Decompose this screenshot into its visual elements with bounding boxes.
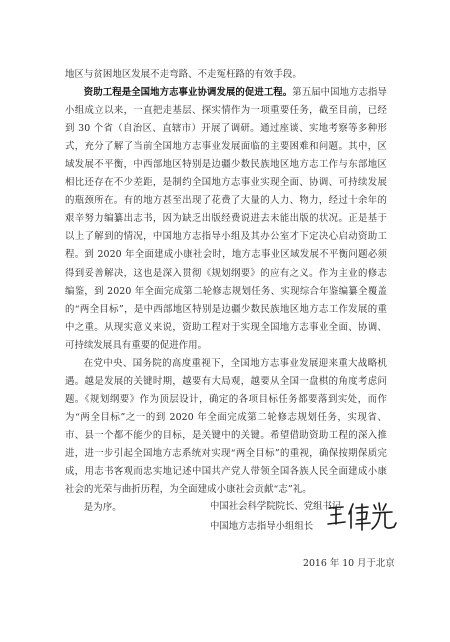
paragraph-3-text: 在党中央、国务院的高度重视下，全国地方志事业发展迎来重大战略机遇。越是发展的关键时期，越要有大局观，越要从全国一盘棋的角度考虑问题。《规划纲要》作为顶层设计，确定的各项目标任务都要落到实处，而作为“两全目标”之一的到 2020 年全面完成第二轮修志规划任务，实现省、市、县一个都不能少的目标，是关键中的关键。希望借助资助工程的深入推进，进一步引起全国地方志系统对实现“两全目标”的重视，确保按期保质完成，用志书客观而忠实地记述中国共产党人带领全国各族人民全面建成小康社会的光荣与曲折历程，为全面建成小康社会贡献“志”礼。 (65, 357, 387, 496)
date-line: 2016 年 10 月于北京 (303, 558, 395, 569)
paragraph-1 (65, 66, 387, 84)
signatory-title-2: 中国地方志指导小组组长 (210, 521, 314, 532)
paragraph-4-text: 是为序。 (83, 502, 122, 514)
paragraph-1-text: 地区与贫困地区发展不走弯路、不走冤枉路的有效手段。 (65, 69, 302, 80)
paragraph-3 (65, 355, 387, 499)
document-body (65, 66, 387, 517)
paragraph-2 (65, 84, 387, 355)
paragraph-2-text: 第五届中国地方志指导小组成立以来，一直把走基层、探实情作为一项重要任务，截至目前，已经到 30 个省（自治区、直辖市）开展了调研。通过座谈、实地考察等多种形式，充分了解了当前全国地方志事业发展面临的主要困难和问题。其中，区域发展不平衡，中西部地区特别是边疆少数民族地区地方志工作与东部地区相比还存在不少差距，是制约全国地方志事业实现全面、协调、可持续发展的瓶颈所在。有的地方甚至出现了花费了大量的人力、物力，经过十余年的艰辛努力编纂出志书，因为缺乏出版经费说进去未能出版的状况。正是基于以上了解到的情况，中国地方志指导小组及其办公室才下定决心启动资助工程。到 2020 年全面建成小康社会时，地方志事业区域发展不平衡问题必须得到妥善解决，这也是深入贯彻《规划纲要》的应有之义。作为主业的修志编鉴，到 2020 年全面完成第二轮修志规划任务、实现综合年鉴编纂全覆盖的“两全目标”，是中西部地区特别是边疆少数民族地区地方志工作发展的重中之重。从现实意义来说，资助工程对于实现全国地方志事业全面、协调、可持续发展具有重要的促进作用。 (65, 87, 388, 351)
signatory-title-1: 中国社会科学院院长、党组书记 (210, 501, 342, 512)
handwritten-signature (326, 498, 404, 534)
paragraph-2-lead: 资助工程是全国地方志事业协调发展的促进工程。 (83, 87, 293, 99)
